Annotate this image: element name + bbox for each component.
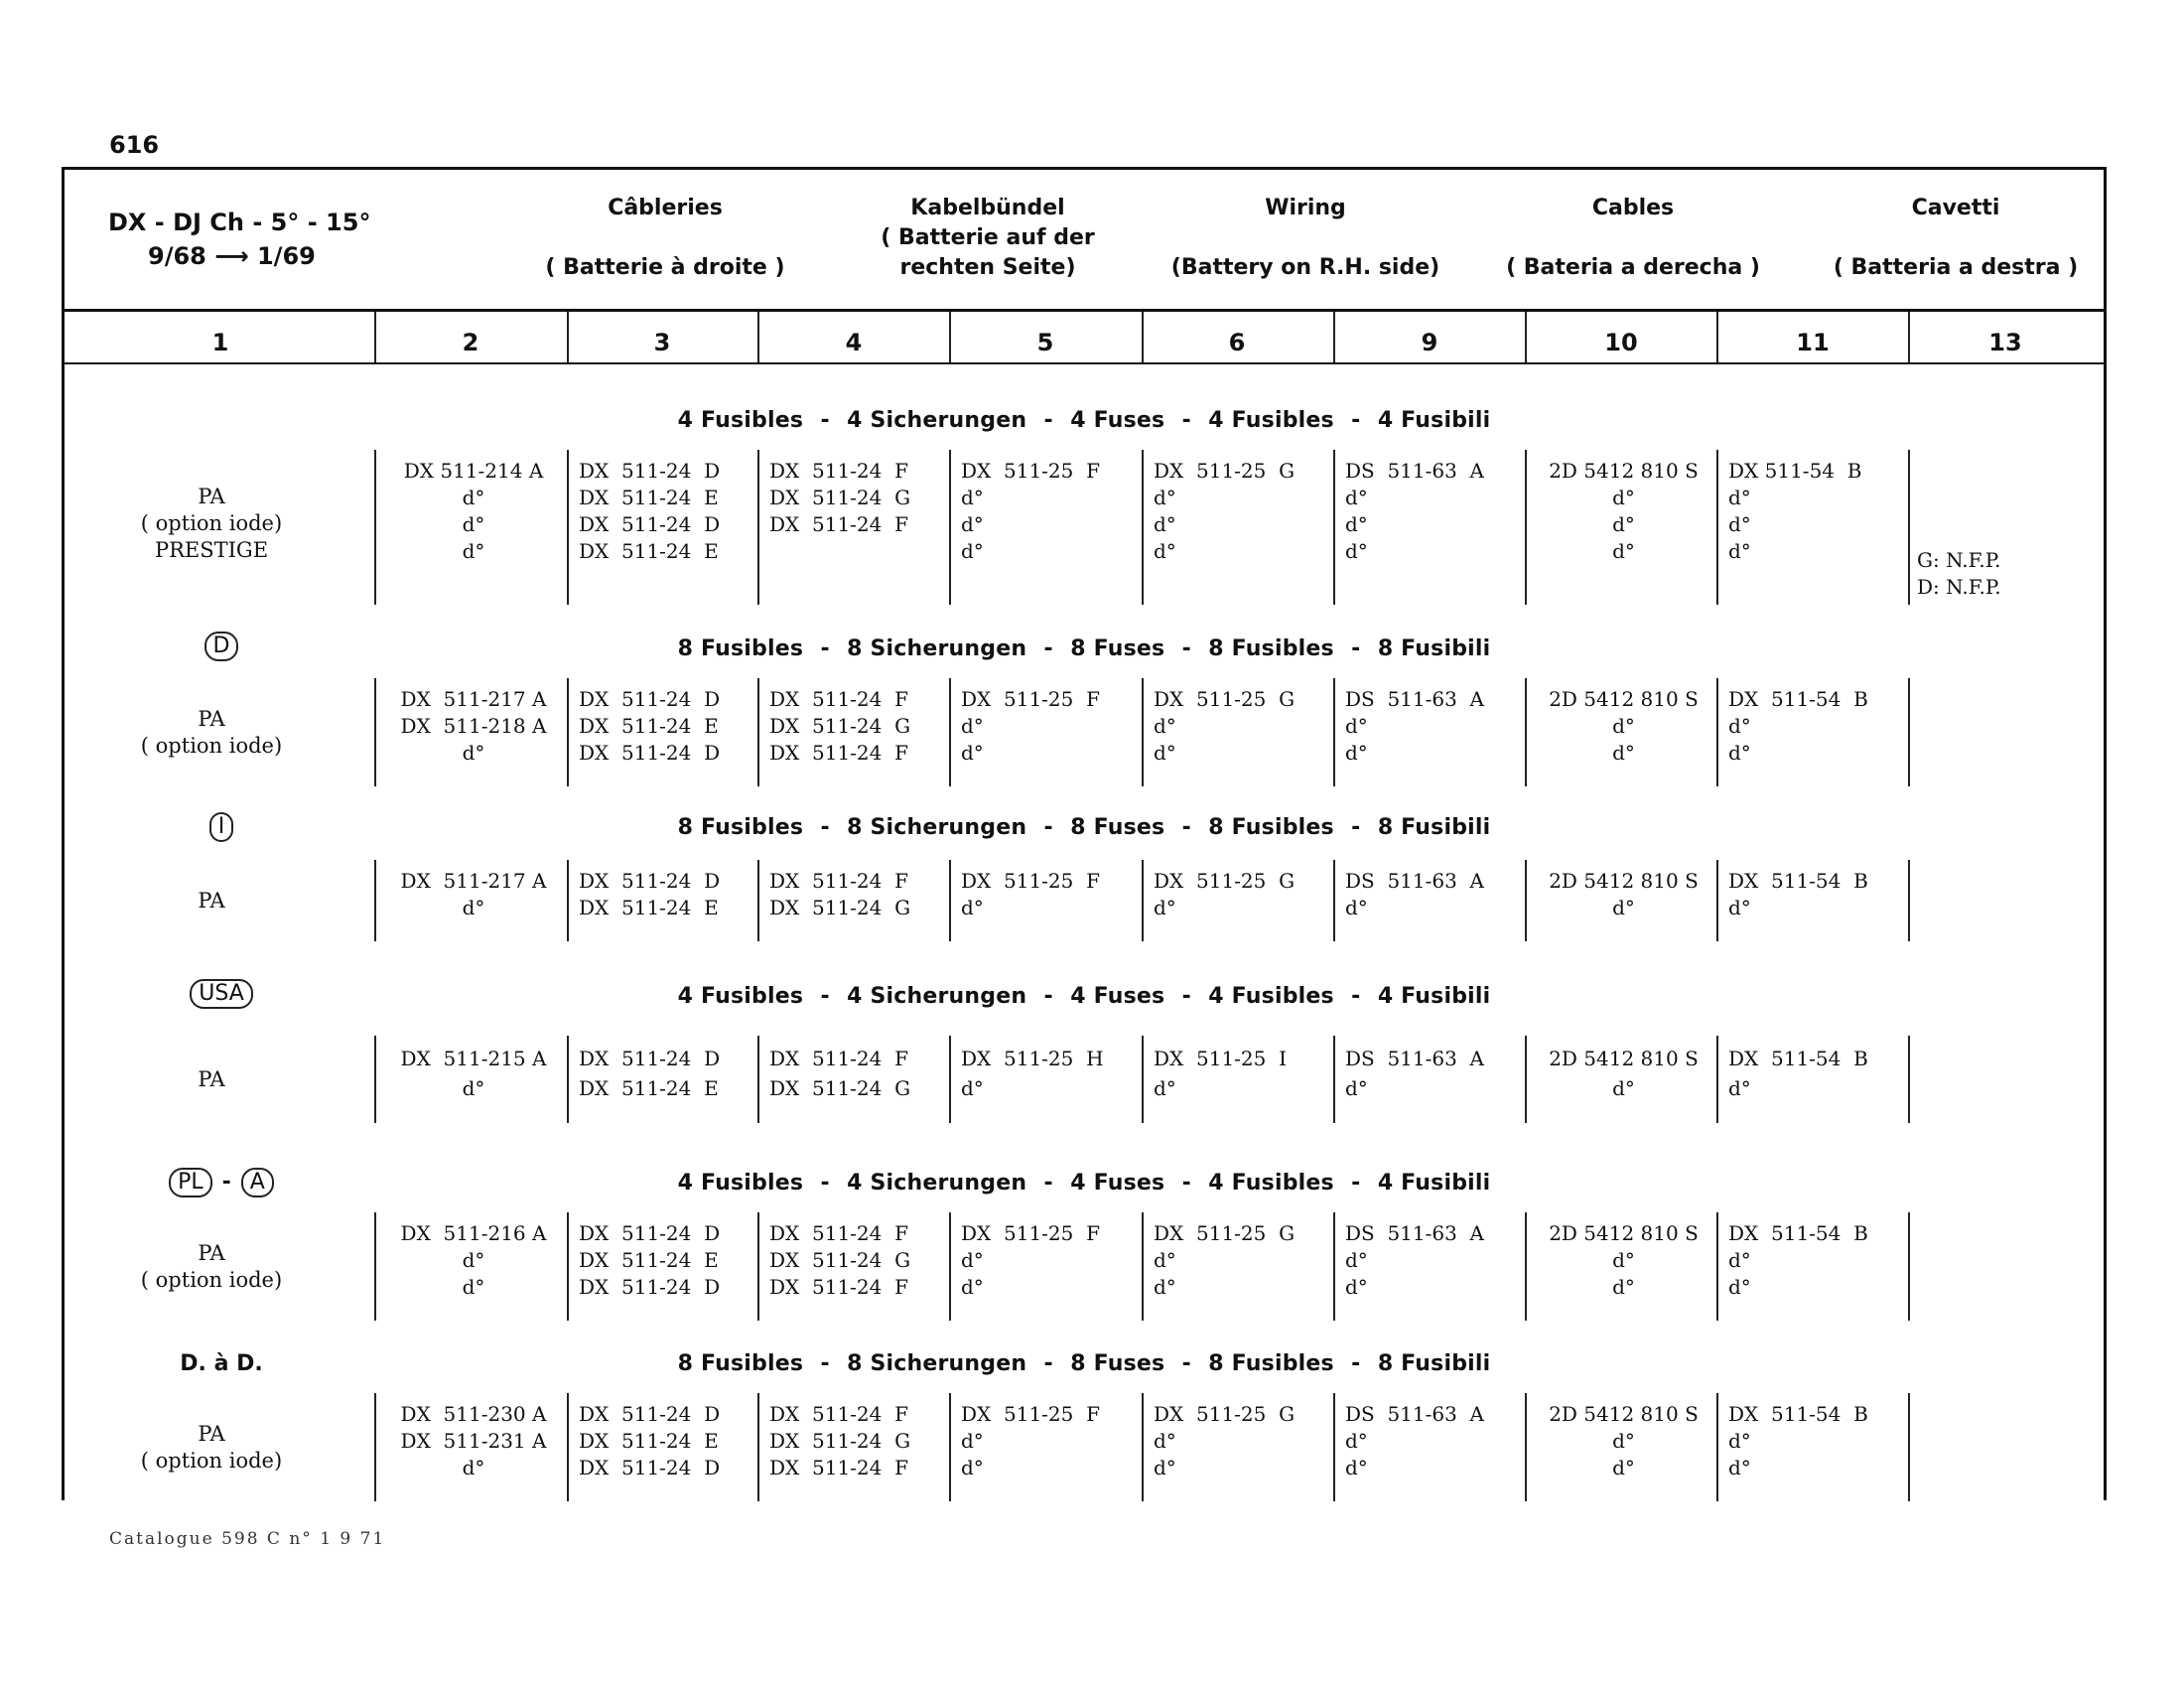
column-number: 1 (211, 329, 229, 356)
part-cell: DX 511-25 F d° d° (961, 687, 1100, 765)
fuse-count: 8 Fuses (1070, 1351, 1165, 1376)
model-list (63, 1240, 360, 1294)
fuse-separator: - (1043, 984, 1053, 1009)
column-rule (567, 1393, 569, 1501)
lang-header-es (1484, 194, 1782, 283)
fuse-separator: - (820, 636, 830, 661)
column-rule (949, 1036, 951, 1123)
fuse-count: 4 Sicherungen (847, 408, 1027, 433)
part-cell: DX 511-230 A DX 511-231 A d° (400, 1402, 547, 1479)
part-cell: DS 511-63 A d° d° d° (1345, 459, 1484, 563)
column-rule (949, 450, 951, 605)
fuse-count: 8 Sicherungen (847, 815, 1027, 840)
part-cell: DX 511-215 A d° (400, 1047, 547, 1100)
part-cell: DX 511-24 D DX 511-24 E DX 511-24 D DX 511-24 E (579, 459, 721, 563)
fuse-count: 4 Fuses (1070, 984, 1165, 1009)
fuse-count: 4 Fusibles (677, 984, 804, 1009)
page-number: 616 (109, 131, 160, 159)
column-rule (757, 678, 759, 786)
part-cell: DX 511-24 D DX 511-24 E DX 511-24 D (579, 687, 721, 765)
fuse-separator: - (1181, 815, 1191, 840)
part-cell: DX 511-25 F d° (961, 869, 1100, 919)
column-rule (757, 1393, 759, 1501)
column-rule (949, 1393, 951, 1501)
fuse-count: 4 Fusibili (1377, 984, 1491, 1009)
lang-title: Kabelbündel (910, 196, 1065, 220)
catalogue-footer: Catalogue 598 C n° 1 9 71 (109, 1529, 386, 1549)
column-rule (1142, 1212, 1144, 1321)
part-cell: DX 511-54 B d° d° (1728, 1402, 1868, 1479)
part-cell: DX 511-216 A d° d° (400, 1221, 547, 1299)
column-rule (757, 450, 759, 605)
column-number: 9 (1421, 329, 1438, 356)
fuse-count: 4 Sicherungen (847, 1171, 1027, 1196)
model-title (108, 206, 370, 273)
fuse-separator: - (1351, 815, 1361, 840)
column-rule (1142, 1393, 1144, 1501)
column-rule (1333, 312, 1335, 362)
fuse-count: 8 Fusibili (1377, 1351, 1491, 1376)
column-rule (374, 1393, 376, 1501)
part-cell: DX 511-24 F DX 511-24 G DX 511-24 F (769, 687, 911, 765)
fuse-separator: - (1351, 1171, 1361, 1196)
fuse-count: 8 Fusibili (1377, 815, 1491, 840)
column-rule (1908, 450, 1910, 605)
fuse-count: 4 Sicherungen (847, 984, 1027, 1009)
column-rule (1908, 1393, 1910, 1501)
column-rule (1716, 1036, 1718, 1123)
fuse-count-band (65, 408, 2104, 433)
part-cell: DX 511-24 F DX 511-24 G DX 511-24 F (769, 1221, 911, 1299)
part-cell: DX 511-24 F DX 511-24 G (769, 869, 911, 919)
fuse-separator: - (1043, 636, 1053, 661)
fuse-count: 4 Fusibles (677, 1171, 804, 1196)
fuse-count: 8 Sicherungen (847, 636, 1027, 661)
column-rule (374, 312, 376, 362)
part-cell: DX 511-54 B d° d° (1728, 687, 1868, 765)
column-rule (374, 1212, 376, 1321)
lang-header-en (1157, 194, 1454, 283)
column-rule (567, 678, 569, 786)
column-rule (1525, 450, 1527, 605)
fuse-count: 4 Fusibles (1208, 1171, 1334, 1196)
lang-header-fr (521, 194, 809, 283)
fuse-separator: - (820, 408, 830, 433)
fuse-count: 4 Fusibili (1377, 1171, 1491, 1196)
lang-title: Wiring (1265, 196, 1346, 220)
fuse-separator: - (1043, 815, 1053, 840)
column-rule (567, 1212, 569, 1321)
fuse-separator: - (1351, 408, 1361, 433)
column-rule (1333, 1212, 1335, 1321)
fuse-separator: - (820, 1351, 830, 1376)
fuse-count: 8 Fusibles (677, 636, 804, 661)
column-rule (1333, 450, 1335, 605)
model-name: PA (198, 484, 225, 508)
fuse-count: 4 Fusibles (1208, 408, 1334, 433)
model-name: ( option iode) (140, 510, 283, 535)
column-rule (374, 860, 376, 941)
part-cell: DX 511-24 F DX 511-24 G (769, 1047, 911, 1100)
fuse-separator: - (1181, 1351, 1191, 1376)
column-number: 5 (1036, 329, 1054, 356)
fuse-separator: - (1181, 1171, 1191, 1196)
model-list (63, 706, 360, 760)
column-rule (757, 860, 759, 941)
part-cell: DX 511-25 I d° (1154, 1047, 1287, 1100)
column-number: 13 (1988, 329, 2022, 356)
column-rule (1716, 1212, 1718, 1321)
fuse-count: 8 Fusibles (677, 1351, 804, 1376)
fuse-separator: - (1351, 984, 1361, 1009)
fuse-separator: - (1351, 636, 1361, 661)
model-name: PA (198, 1240, 225, 1265)
part-cell: DX 511-25 F d° d° (961, 1402, 1100, 1479)
column-rule (757, 1212, 759, 1321)
fuse-separator: - (820, 984, 830, 1009)
part-cell: DX 511-214 A d° d° d° (403, 459, 544, 563)
part-cell: DX 511-25 F d° d° (961, 1221, 1100, 1299)
header-divider (65, 309, 2104, 312)
fuse-count: 8 Fusibles (677, 815, 804, 840)
part-cell: 2D 5412 810 S d° d° (1549, 687, 1699, 765)
fuse-count: 8 Fuses (1070, 815, 1165, 840)
part-cell: DX 511-25 F d° d° d° (961, 459, 1100, 563)
column-rule (757, 312, 759, 362)
lang-sub: ( Batterie auf der rechten Seite) (881, 225, 1095, 280)
part-cell: DS 511-63 A d° d° (1345, 1402, 1484, 1479)
remarks (1917, 547, 2001, 601)
column-rule (1142, 678, 1144, 786)
fuse-count: 8 Fuses (1070, 636, 1165, 661)
column-rule (1716, 1393, 1718, 1501)
column-number: 11 (1796, 329, 1830, 356)
column-rule (949, 1212, 951, 1321)
part-cell: DX 511-54 B d° d° d° (1728, 459, 1862, 563)
column-rule (1908, 860, 1910, 941)
model-name: PRESTIGE (154, 537, 269, 562)
lang-header-it (1812, 194, 2100, 283)
part-cell: 2D 5412 810 S d° d° (1549, 1221, 1699, 1299)
column-rule (1525, 1212, 1527, 1321)
column-rule (1525, 1393, 1527, 1501)
lang-sub: ( Bateria a derecha ) (1506, 255, 1760, 280)
column-rule (567, 860, 569, 941)
fuse-separator: - (820, 815, 830, 840)
part-cell: DX 511-25 G d° d° d° (1154, 459, 1296, 563)
fuse-count: 8 Fusibles (1208, 815, 1334, 840)
part-cell: DX 511-25 G d° d° (1154, 1402, 1296, 1479)
part-cell: DX 511-24 D DX 511-24 E DX 511-24 D (579, 1402, 721, 1479)
part-cell: 2D 5412 810 S d° d° (1549, 1402, 1699, 1479)
model-designation: DX - DJ Ch - 5° - 15° (108, 209, 371, 236)
column-rule (567, 1036, 569, 1123)
part-cell: DX 511-54 B d° d° (1728, 1221, 1868, 1299)
column-rule (1716, 860, 1718, 941)
column-rule (1142, 860, 1144, 941)
column-rule (949, 312, 951, 362)
lang-title: Câbleries (608, 196, 723, 220)
fuse-count-band (65, 1171, 2104, 1196)
lang-header-de (839, 194, 1137, 283)
column-rule (1908, 678, 1910, 786)
fuse-count: 8 Fusibles (1208, 636, 1334, 661)
model-name: PA (198, 706, 225, 731)
column-rule (1908, 1036, 1910, 1123)
column-number: 4 (845, 329, 863, 356)
fuse-count: 8 Fusibili (1377, 636, 1491, 661)
column-number: 6 (1228, 329, 1246, 356)
part-cell: DS 511-63 A d° d° (1345, 687, 1484, 765)
column-rule (1333, 678, 1335, 786)
part-cell: DX 511-25 G d° d° (1154, 1221, 1296, 1299)
market-code-circled: PL (169, 1168, 212, 1197)
part-cell: 2D 5412 810 S d° (1549, 869, 1699, 919)
fuse-separator: - (820, 1171, 830, 1196)
column-rule (1716, 312, 1718, 362)
part-cell: DX 511-24 F DX 511-24 G DX 511-24 F (769, 459, 911, 536)
column-rule (1525, 1036, 1527, 1123)
fuse-count: 8 Fusibles (1208, 1351, 1334, 1376)
fuse-count: 8 Sicherungen (847, 1351, 1027, 1376)
lang-sub: ( Batteria a destra ) (1833, 255, 2079, 280)
remark-line: G: N.F.P. (1917, 548, 2001, 572)
model-name: PA (198, 888, 225, 913)
fuse-count-band (65, 815, 2104, 840)
column-rule (949, 678, 951, 786)
model-name: PA (198, 1421, 225, 1446)
column-rule (757, 1036, 759, 1123)
lang-title: Cables (1591, 196, 1675, 220)
column-rule (567, 450, 569, 605)
fuse-count: 4 Fuses (1070, 1171, 1165, 1196)
part-cell: DX 511-24 F DX 511-24 G DX 511-24 F (769, 1402, 911, 1479)
part-cell: 2D 5412 810 S d° d° d° (1549, 459, 1699, 563)
part-cell: DX 511-24 D DX 511-24 E DX 511-24 D (579, 1221, 721, 1299)
part-cell: DX 511-54 B d° (1728, 869, 1868, 919)
fuse-separator: - (1043, 1171, 1053, 1196)
column-rule (1716, 450, 1718, 605)
column-rule (1525, 312, 1527, 362)
market-code-circled: I (209, 812, 234, 842)
column-rule (1716, 678, 1718, 786)
column-rule (374, 678, 376, 786)
column-rule (949, 860, 951, 941)
fuse-separator: - (1181, 636, 1191, 661)
column-number: 2 (462, 329, 479, 356)
part-cell: DX 511-25 H d° (961, 1047, 1104, 1100)
column-rule (374, 450, 376, 605)
model-list (63, 1066, 360, 1093)
column-rule (1142, 450, 1144, 605)
part-cell: DX 511-54 B d° (1728, 1047, 1868, 1100)
part-cell: DS 511-63 A d° d° (1345, 1221, 1484, 1299)
fuse-separator: - (1181, 408, 1191, 433)
column-rule (1908, 1212, 1910, 1321)
market-separator: - (221, 1170, 231, 1195)
model-list (63, 1421, 360, 1475)
column-rule (1333, 1393, 1335, 1501)
market-code-circled: A (241, 1168, 274, 1197)
part-cell: DX 511-217 A DX 511-218 A d° (400, 687, 547, 765)
column-number: 3 (653, 329, 671, 356)
column-rule (1525, 678, 1527, 786)
part-cell: DX 511-24 D DX 511-24 E (579, 1047, 721, 1100)
model-list (63, 888, 360, 914)
part-cell: DX 511-24 D DX 511-24 E (579, 869, 721, 919)
column-rule (1525, 860, 1527, 941)
model-name: ( option iode) (140, 1448, 283, 1473)
parts-table (62, 167, 2107, 1500)
lang-sub: (Battery on R.H. side) (1170, 255, 1440, 280)
column-number: 10 (1604, 329, 1638, 356)
fuse-separator: - (1043, 408, 1053, 433)
lang-title: Cavetti (1911, 196, 2000, 220)
column-rule (1333, 860, 1335, 941)
fuse-count: 4 Fusibles (1208, 984, 1334, 1009)
fuse-separator: - (1181, 984, 1191, 1009)
date-range: 9/68 ⟶ 1/69 (148, 242, 316, 270)
column-rule (1142, 1036, 1144, 1123)
fuse-count: 4 Fusibili (1377, 408, 1491, 433)
part-cell: DX 511-25 G d° d° (1154, 687, 1296, 765)
remark-line: D: N.F.P. (1917, 575, 2001, 599)
model-name: ( option iode) (140, 1267, 283, 1292)
market-code-circled: USA (190, 979, 253, 1009)
part-cell: DX 511-217 A d° (400, 869, 547, 919)
model-list (63, 484, 360, 564)
model-name: ( option iode) (140, 733, 283, 758)
column-rule (1142, 312, 1144, 362)
column-number-divider (65, 362, 2104, 364)
fuse-count: 4 Fusibles (677, 408, 804, 433)
column-rule (1908, 312, 1910, 362)
fuse-count-band (65, 1351, 2104, 1376)
market-code: D. à D. (180, 1351, 263, 1376)
model-name: PA (198, 1066, 225, 1091)
column-rule (567, 312, 569, 362)
part-cell: 2D 5412 810 S d° (1549, 1047, 1699, 1100)
fuse-count: 4 Fuses (1070, 408, 1165, 433)
column-rule (1333, 1036, 1335, 1123)
fuse-count-band (65, 636, 2104, 661)
part-cell: DS 511-63 A d° (1345, 869, 1484, 919)
fuse-separator: - (1043, 1351, 1053, 1376)
lang-sub: ( Batterie à droite ) (545, 255, 785, 280)
fuse-separator: - (1351, 1351, 1361, 1376)
fuse-count-band (65, 984, 2104, 1009)
part-cell: DX 511-25 G d° (1154, 869, 1296, 919)
market-code-circled: D (205, 632, 239, 661)
column-rule (374, 1036, 376, 1123)
part-cell: DS 511-63 A d° (1345, 1047, 1484, 1100)
